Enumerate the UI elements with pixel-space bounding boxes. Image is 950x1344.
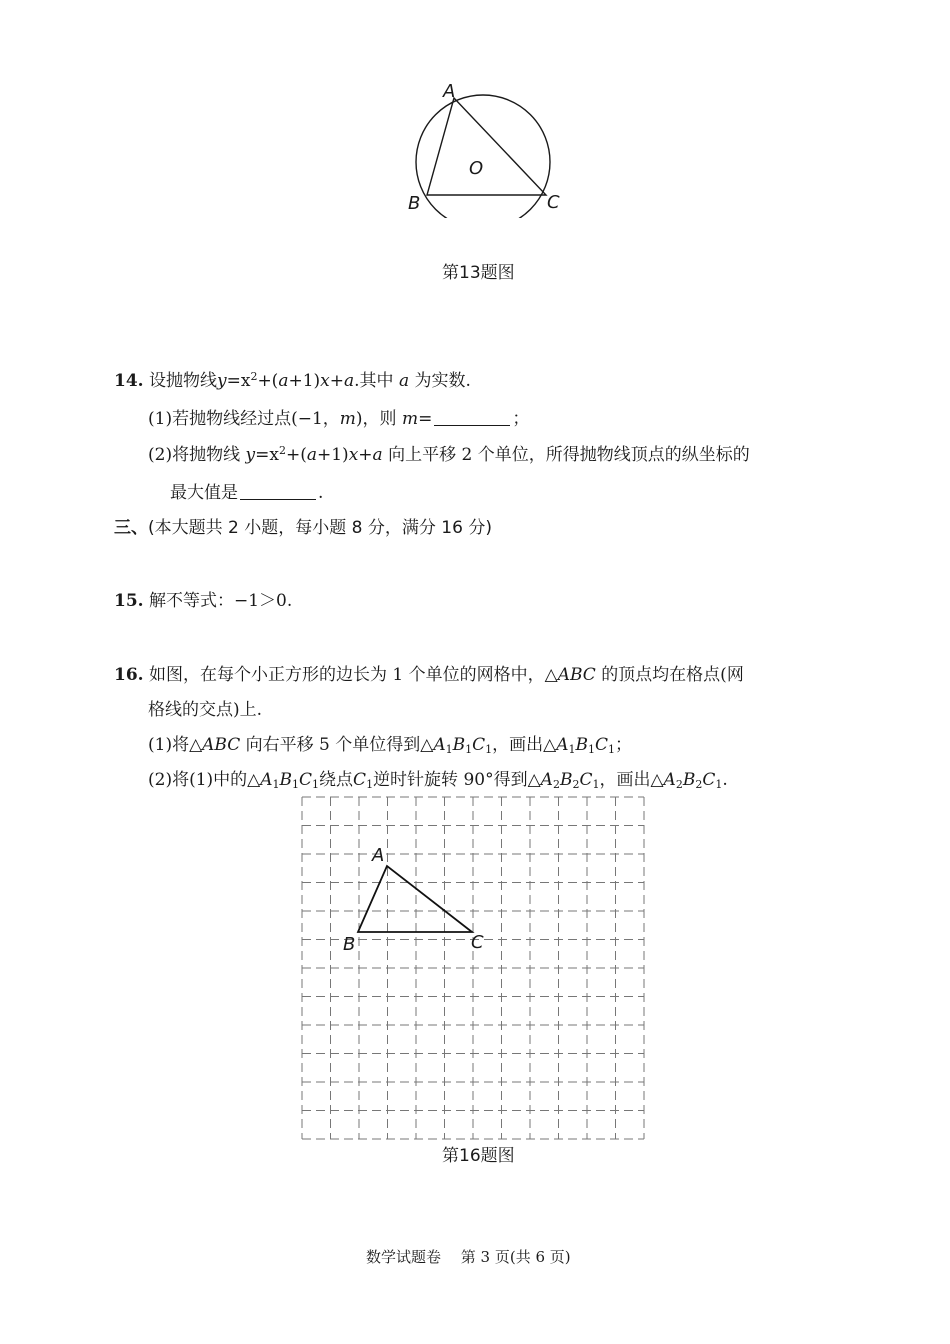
text: 向上平移 2 个单位，所得抛物线顶点的纵坐标的 [388, 445, 750, 465]
math: +1) [316, 445, 349, 465]
center-label-o: O [469, 158, 484, 179]
math: a [278, 371, 289, 391]
grid-lines [302, 797, 644, 1139]
vertex-label-c: C [547, 192, 560, 213]
math: 1 [366, 778, 374, 791]
question-15 [114, 586, 292, 611]
text: 设抛物线 [148, 371, 217, 391]
math: 2 [250, 370, 258, 383]
math: C [579, 770, 593, 790]
text: (2)将(1)中的△ [148, 770, 261, 790]
math: x [320, 371, 330, 391]
math: A [540, 770, 553, 790]
text: (2)将抛物线 [148, 445, 241, 465]
math: a [306, 445, 317, 465]
question-16-line-2 [148, 695, 262, 720]
math: ABC [557, 665, 596, 685]
math: = [418, 409, 433, 429]
text: 绕点 [319, 770, 354, 790]
question-14-stem [114, 366, 471, 391]
math: =x [226, 371, 251, 391]
math: C [472, 735, 486, 755]
math: 2 [278, 444, 286, 457]
math: x [348, 445, 359, 465]
text: 的顶点均在格点(网 [601, 665, 744, 685]
math: + [358, 445, 373, 465]
text: ； [615, 735, 633, 755]
question-16-part-2 [148, 765, 728, 790]
math: 1 [715, 778, 723, 791]
question-14-part-2-line-2 [170, 478, 323, 503]
math: 2 [552, 778, 560, 791]
text: . [722, 770, 728, 790]
math: +( [285, 445, 307, 465]
text: 最大值是 [170, 483, 238, 503]
math: 2 [695, 778, 703, 791]
vertex-label-a: A [372, 845, 385, 866]
math: A [433, 735, 446, 755]
figure-13-caption: 第13题图 [442, 263, 515, 283]
vertex-label-b: B [343, 934, 356, 955]
text: 格线的交点)上. [148, 700, 263, 720]
question-16-line-1 [114, 660, 744, 685]
math: C [702, 770, 716, 790]
math: B [682, 770, 696, 790]
question-number: 16. [114, 665, 144, 685]
math: 2 [572, 778, 580, 791]
math: 2 [675, 778, 683, 791]
text: ，画出△ [599, 770, 664, 790]
math: 1 [272, 778, 280, 791]
math: B [575, 735, 589, 755]
math: A [663, 770, 676, 790]
text: 解不等式：−1＞0. [148, 591, 293, 611]
math: 1 [292, 778, 300, 791]
figure-16-caption: 第16题图 [442, 1146, 515, 1166]
section-3-heading [114, 513, 492, 538]
question-16-part-1 [148, 730, 632, 755]
text: (1)将△ [148, 735, 203, 755]
math: B [452, 735, 466, 755]
math: a [344, 371, 355, 391]
math: 1 [588, 743, 596, 756]
text: )，则 [355, 409, 397, 429]
question-14-part-2 [148, 440, 750, 465]
math: 1 [568, 743, 576, 756]
circumcircle [416, 95, 550, 218]
math: A [260, 770, 273, 790]
text: . [318, 483, 324, 503]
figure-16-grid [296, 794, 676, 1144]
text: 为实数. [414, 371, 471, 391]
math: A [556, 735, 569, 755]
math: =x [255, 445, 279, 465]
figure-13 [400, 78, 580, 218]
answer-blank[interactable] [434, 411, 510, 426]
question-number: 14. [114, 371, 144, 391]
math: 1 [445, 743, 453, 756]
math: B [279, 770, 293, 790]
math: a [372, 445, 383, 465]
math: 1 [465, 743, 473, 756]
text: .其中 [354, 371, 394, 391]
math: m [339, 409, 356, 429]
triangle-abc [358, 866, 472, 932]
math: 1 [608, 743, 616, 756]
math: y [216, 371, 227, 391]
math: m [401, 409, 419, 429]
text: 向右平移 5 个单位得到△ [245, 735, 434, 755]
vertex-label-a: A [443, 81, 456, 102]
vertex-label-b: B [408, 193, 421, 214]
vertex-label-c: C [471, 932, 484, 953]
math: ABC [202, 735, 241, 755]
page-footer: 数学试题卷 第 3 页(共 6 页) [366, 1248, 571, 1266]
math: C [353, 770, 367, 790]
question-number: 15. [114, 591, 144, 611]
text: ，画出△ [492, 735, 557, 755]
math: y [245, 445, 256, 465]
math: + [329, 371, 345, 391]
math: C [595, 735, 609, 755]
math: C [299, 770, 313, 790]
text: (1)若抛物线经过点(−1， [148, 409, 340, 429]
section-label: 三、 [114, 518, 148, 538]
math: a [398, 371, 410, 391]
answer-blank[interactable] [240, 485, 316, 500]
math: +( [257, 371, 279, 391]
section-description: (本大题共 2 小题，每小题 8 分，满分 16 分) [148, 518, 492, 538]
question-14-part-1 [148, 404, 529, 429]
text: 逆时针旋转 90°得到△ [373, 770, 541, 790]
math: 1 [312, 778, 320, 791]
math: +1) [288, 371, 321, 391]
math: 1 [592, 778, 600, 791]
math: B [559, 770, 573, 790]
text: ； [512, 409, 530, 429]
math: 1 [485, 743, 493, 756]
text: 如图，在每个小正方形的边长为 1 个单位的网格中，△ [148, 665, 558, 685]
